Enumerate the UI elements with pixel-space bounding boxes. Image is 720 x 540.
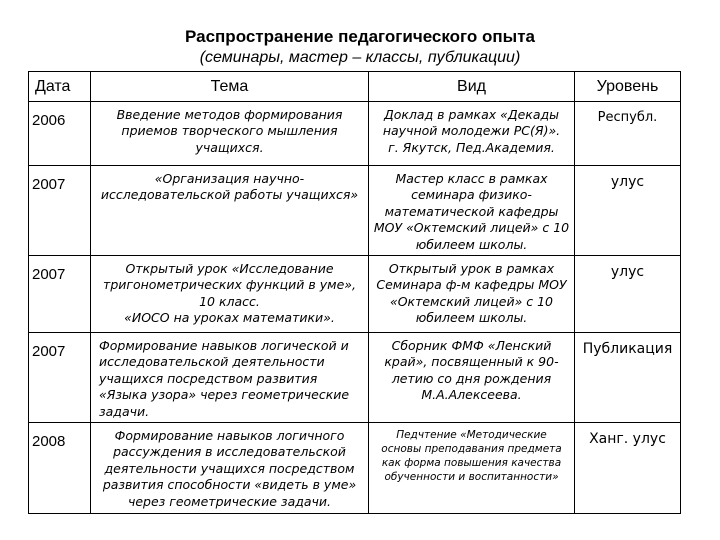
year-cell: 2008 <box>29 423 91 514</box>
type-cell <box>369 333 575 423</box>
text-line: Сборник ФМФ «Ленский <box>391 338 552 354</box>
column-header-date: Дата <box>29 72 91 102</box>
text-line: развития способности «видеть в уме» <box>102 477 357 493</box>
level-cell: Публикация <box>575 333 681 423</box>
table-row <box>29 423 681 514</box>
text-line: Семинара ф-м кафедры МОУ <box>376 277 567 293</box>
text-line: М.А.Алексеева. <box>421 387 522 403</box>
text-line: летию со дня рождения <box>391 370 552 386</box>
text-line: исследовательской деятельности <box>99 354 325 370</box>
text-line: Формирование навыков логической и <box>99 338 349 354</box>
topic-cell <box>91 423 369 514</box>
text-line: край», посвященный к 90- <box>384 354 559 370</box>
column-header-type: Вид <box>369 72 575 102</box>
text-line: научной молодежи РС(Я)». <box>382 123 561 139</box>
topic-cell <box>91 166 369 256</box>
text-line: обученности и воспитанности» <box>384 471 559 484</box>
type-cell <box>369 256 575 333</box>
type-cell <box>369 102 575 166</box>
text-line: 10 класс. <box>199 293 260 309</box>
table-row <box>29 256 681 333</box>
year-cell: 2007 <box>29 333 91 423</box>
text-line: г. Якутск, Пед.Академия. <box>388 139 555 155</box>
text-line: «Октемский лицей» с 10 <box>389 293 554 309</box>
column-header-level: Уровень <box>575 72 681 102</box>
table-row <box>29 333 681 423</box>
topic-cell <box>91 256 369 333</box>
text-line: математической кафедры <box>384 203 559 219</box>
year-cell: 2006 <box>29 102 91 166</box>
text-line: юбилеем школы. <box>415 310 528 326</box>
table-header-row <box>29 72 681 102</box>
column-header-topic: Тема <box>91 72 369 102</box>
level-cell: улус <box>575 256 681 333</box>
text-line: рассуждения в исследовательской <box>113 444 346 460</box>
text-line: как форма повышения качества <box>381 457 562 470</box>
text-line: учащихся посредством развития <box>99 370 318 386</box>
level-cell: Ханг. улус <box>575 423 681 514</box>
text-line: «ИОСО на уроках математики». <box>124 310 335 326</box>
text-line: Открытый урок в рамках <box>388 261 555 277</box>
text-line: «Языка узора» через геометрические <box>99 387 350 403</box>
level-cell: Республ. <box>575 102 681 166</box>
topic-cell <box>91 333 369 423</box>
text-line: основы преподавания предмета <box>381 443 562 456</box>
text-line: приемов творческого мышления <box>121 123 338 139</box>
text-line: задачи. <box>99 403 150 419</box>
text-line: Доклад в рамках «Декады <box>383 107 560 122</box>
type-cell <box>369 423 575 514</box>
text-line: Педчтение «Методические <box>396 429 547 442</box>
text-line: деятельности учащихся посредством <box>104 460 355 476</box>
level-cell: улус <box>575 166 681 256</box>
text-line: тригонометрических функций в уме», <box>103 277 356 293</box>
page-subtitle: (семинары, мастер – классы, публикации) <box>199 49 521 66</box>
text-line: Введение методов формирования <box>116 107 343 122</box>
text-line: через геометрические задачи. <box>127 493 332 509</box>
type-cell <box>369 166 575 256</box>
text-line: юбилеем школы. <box>415 236 528 252</box>
text-line: Мастер класс в рамках <box>395 171 548 186</box>
text-line: Формирование навыков логичного <box>114 428 345 444</box>
year-cell: 2007 <box>29 166 91 256</box>
text-line: Открытый урок «Исследование <box>125 261 334 277</box>
text-line: «Организация научно- <box>154 171 305 186</box>
text-line: МОУ «Октемский лицей» с 10 <box>373 220 570 236</box>
topic-cell <box>91 102 369 166</box>
text-line: семинара физико- <box>411 187 532 203</box>
table-row <box>29 102 681 166</box>
text-line: исследовательской работы учащихся» <box>100 187 359 203</box>
table-row <box>29 166 681 256</box>
page-title: Распространение педагогического опыта <box>185 27 535 46</box>
year-cell: 2007 <box>29 256 91 333</box>
text-line: учащихся. <box>195 139 264 155</box>
experience-table <box>28 71 681 514</box>
